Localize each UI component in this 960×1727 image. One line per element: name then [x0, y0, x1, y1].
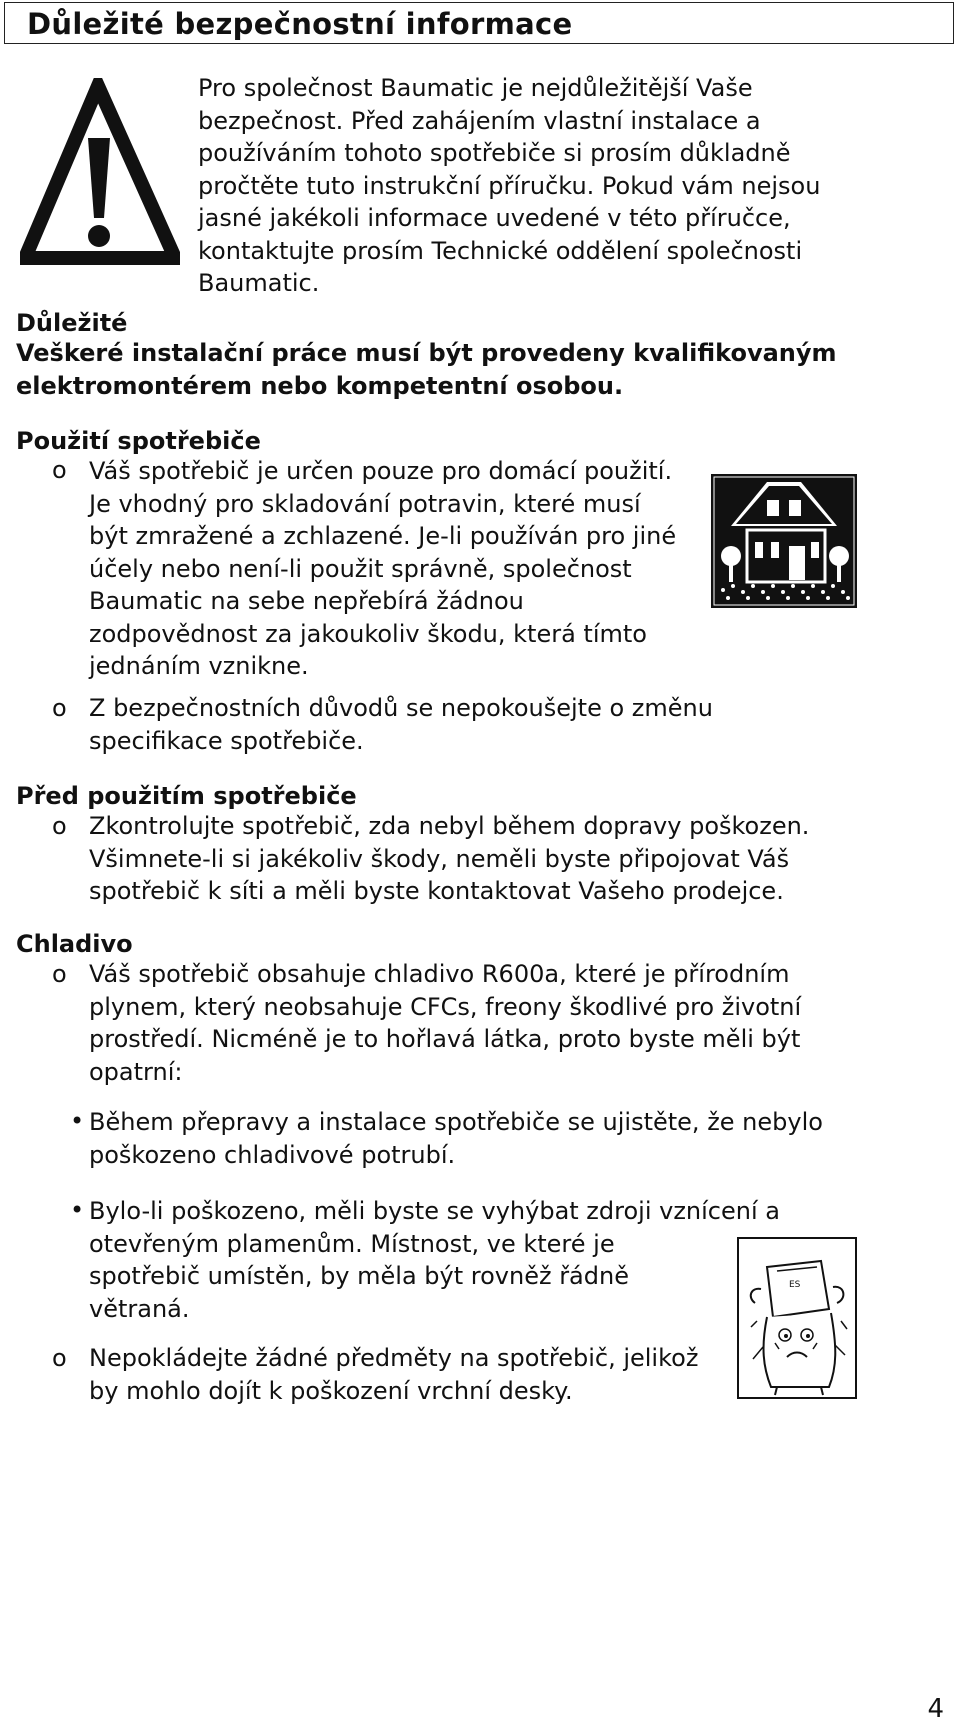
usage-item-1: [89, 455, 676, 683]
bullet-line: větraná.: [89, 1294, 190, 1323]
intro-line: používáním tohoto spotřebiče si prosím důkladně: [198, 139, 791, 167]
usage-line: Z bezpečnostních důvodů se nepokoušejte o změnu: [89, 694, 713, 722]
page-title: Důležité bezpečnostní informace: [27, 7, 573, 41]
bullet-line: poškozeno chladivové potrubí.: [89, 1140, 456, 1169]
refrigerant-line: by mohlo dojít k poškození vrchní desky.: [89, 1376, 573, 1405]
bullet-marker: •: [70, 1196, 85, 1224]
refrigerant-bullet-1: [89, 1106, 823, 1171]
refrigerant-bullet-2: [89, 1195, 780, 1325]
damaged-fridge-illustration: [737, 1237, 857, 1399]
before-use-line: Zkontrolujte spotřebič, zda nebyl během dopravy poškozen.: [89, 812, 810, 840]
intro-line: pročtěte tuto instrukční příručku. Pokud vám nejsou: [198, 171, 821, 200]
refrigerant-line: Nepokládejte žádné předměty na spotřebič, jelikož: [89, 1344, 699, 1372]
important-line: Veškeré instalační práce musí být provedeny kvalifikovaným: [16, 339, 837, 367]
usage-line: účely nebo není-li použit správně, společnost: [89, 554, 632, 583]
refrigerant-line: opatrní:: [89, 1057, 183, 1086]
usage-heading: Použití spotřebiče: [16, 427, 261, 455]
before-use-line: Všimnete-li si jakékoliv škody, neměli byste připojovat Váš: [89, 844, 790, 873]
usage-line: jednáním vznikne.: [89, 652, 309, 680]
refrigerant-item-1: [89, 958, 801, 1088]
usage-line: Baumatic na sebe nepřebírá žádnou: [89, 587, 524, 615]
usage-line: být zmražené a zchlazené. Je-li používán pro jiné: [89, 522, 677, 550]
list-marker: o: [52, 456, 67, 484]
usage-line: Váš spotřebič je určen pouze pro domácí použití.: [89, 457, 673, 485]
title-box: [4, 2, 954, 44]
intro-line: Baumatic.: [198, 269, 320, 297]
page-number: 4: [927, 1694, 944, 1724]
refrigerant-item-2: [89, 1342, 698, 1407]
refrigerant-heading: Chladivo: [16, 930, 133, 958]
bullet-line: spotřebič umístěn, by měla být rovněž řádně: [89, 1262, 629, 1290]
refrigerant-line: Váš spotřebič obsahuje chladivo R600a, které je přírodním: [89, 960, 790, 988]
bullet-line: otevřeným plamenům. Místnost, ve které je: [89, 1229, 615, 1258]
list-marker: o: [52, 1344, 67, 1372]
usage-line: zodpovědnost za jakoukoliv škodu, která tímto: [89, 619, 647, 648]
bullet-line: Během přepravy a instalace spotřebiče se ujistěte, že nebylo: [89, 1108, 823, 1136]
usage-item-2: [89, 692, 713, 757]
bullet-marker: •: [70, 1107, 85, 1135]
intro-paragraph: [198, 72, 820, 300]
warning-triangle-icon: [20, 78, 180, 278]
before-use-item: [89, 810, 809, 908]
before-use-line: spotřebič k síti a měli byste kontaktovat Vašeho prodejce.: [89, 877, 784, 905]
list-marker: o: [52, 960, 67, 988]
important-line: elektromontérem nebo kompetentní osobou.: [16, 371, 624, 400]
important-text: [16, 337, 837, 402]
usage-line: specifikace spotřebiče.: [89, 726, 364, 755]
important-heading: Důležité: [16, 309, 128, 337]
bullet-line: Bylo-li poškozeno, měli byste se vyhýbat zdroji vznícení a: [89, 1197, 780, 1225]
before-use-heading: Před použitím spotřebiče: [16, 782, 357, 810]
intro-line: kontaktujte prosím Technické oddělení společnosti: [198, 236, 803, 265]
svg-text:ES: ES: [789, 1280, 801, 1290]
intro-line: bezpečnost. Před zahájením vlastní instalace a: [198, 106, 761, 135]
intro-line: Pro společnost Baumatic je nejdůležitější Vaše: [198, 74, 753, 102]
refrigerant-line: plynem, který neobsahuje CFCs, freony škodlivé pro životní: [89, 992, 802, 1021]
intro-line: jasné jakékoli informace uvedené v této příručce,: [198, 204, 791, 232]
usage-line: Je vhodný pro skladování potravin, které musí: [89, 489, 641, 518]
house-icon: [711, 474, 857, 608]
list-marker: o: [52, 694, 67, 722]
refrigerant-line: prostředí. Nicméně je to hořlavá látka, proto byste měli být: [89, 1025, 801, 1053]
list-marker: o: [52, 812, 67, 840]
